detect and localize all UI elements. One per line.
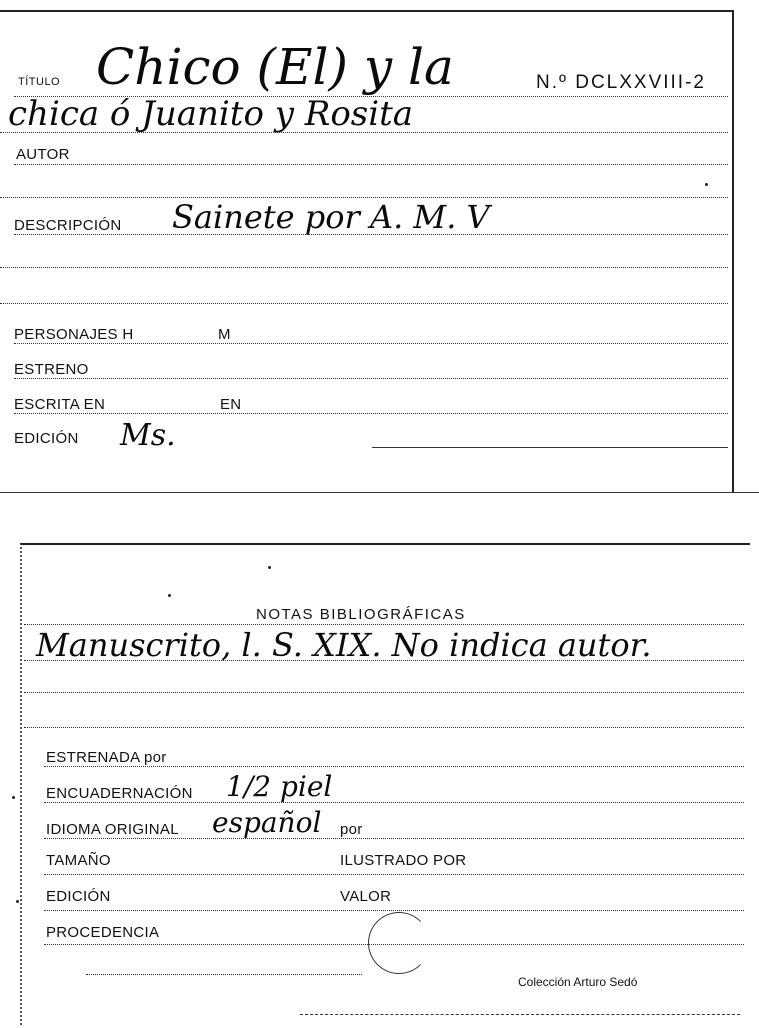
notas-rule — [24, 624, 744, 625]
titulo-rule-2 — [0, 132, 728, 133]
notas-value: Manuscrito, l. S. XIX. No indica autor. — [36, 626, 652, 664]
stamp-mark — [368, 912, 430, 974]
idioma-label: IDIOMA ORIGINAL — [46, 821, 179, 838]
personajes-rule — [14, 343, 728, 344]
tamano-label: TAMAÑO — [46, 852, 111, 869]
encuadernacion-value: 1/2 piel — [226, 770, 333, 803]
descripcion-rule — [14, 234, 728, 235]
autor-label: AUTOR — [16, 146, 70, 163]
card-divider — [0, 492, 759, 493]
titulo-label: TÍTULO — [18, 76, 61, 88]
titulo-value-line2: chica ó Juanito y Rosita — [8, 94, 414, 134]
descripcion-label: DESCRIPCIÓN — [14, 217, 122, 234]
personajes-m-label: M — [218, 326, 231, 343]
scan-speck — [16, 900, 19, 903]
encuadernacion-rule — [44, 802, 744, 803]
notas-rule-4 — [24, 727, 744, 728]
notas-label: NOTAS BIBLIOGRÁFICAS — [256, 606, 466, 623]
edicion-label: EDICIÓN — [14, 430, 79, 447]
estreno-label: ESTRENO — [14, 361, 89, 378]
card-number: N.º DCLXXVIII-2 — [536, 72, 706, 93]
idioma-rule — [44, 838, 744, 839]
ilustrado-label: ILUSTRADO POR — [340, 852, 467, 869]
escrita-en-label: ESCRITA EN — [14, 396, 106, 413]
bottom-edge-rule — [300, 1014, 740, 1015]
idioma-por-label: por — [340, 821, 363, 838]
procedencia-label: PROCEDENCIA — [46, 924, 160, 941]
edicion-bottom-rule — [44, 910, 744, 911]
collection-credit: Colección Arturo Sedó — [518, 975, 638, 989]
titulo-value-line1: Chico (El) y la — [96, 38, 454, 96]
tamano-rule — [44, 874, 744, 875]
descripcion-rule-3 — [0, 303, 728, 304]
edicion-rule — [372, 447, 728, 448]
scan-speck — [12, 796, 15, 799]
escrita-en-rule — [14, 413, 728, 414]
scan-speck — [268, 566, 271, 569]
encuadernacion-label: ENCUADERNACIÓN — [46, 785, 193, 802]
notas-rule-3 — [24, 692, 744, 693]
valor-label: VALOR — [340, 888, 392, 905]
autor-rule — [14, 164, 728, 165]
personajes-label: PERSONAJES H — [14, 326, 134, 343]
descripcion-rule-2 — [0, 267, 728, 268]
notas-rule-2 — [24, 660, 744, 661]
edicion-value: Ms. — [120, 418, 176, 453]
estrenada-rule — [44, 766, 744, 767]
idioma-value: español — [212, 806, 322, 839]
estreno-rule — [14, 378, 728, 379]
edicion-bottom-label: EDICIÓN — [46, 888, 111, 905]
estrenada-label: ESTRENADA por — [46, 749, 167, 766]
procedencia-rule-2 — [86, 974, 362, 975]
escrita-en2-label: EN — [220, 396, 242, 413]
scan-speck — [168, 594, 171, 597]
scan-speck — [705, 183, 708, 186]
descripcion-value: Sainete por A. M. V — [172, 198, 490, 236]
